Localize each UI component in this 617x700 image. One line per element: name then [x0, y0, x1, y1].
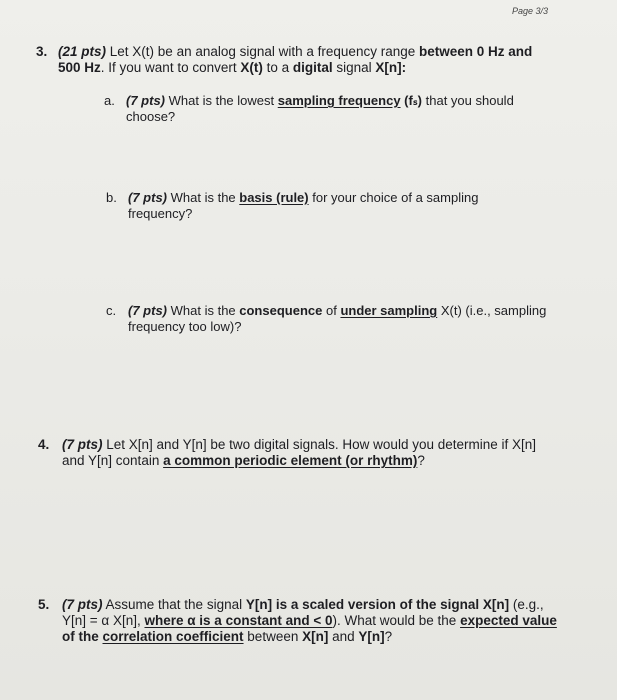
text-bold: Y[n]: [358, 629, 385, 644]
sub-letter: c.: [106, 303, 117, 318]
text-bold: X[n]: [302, 629, 329, 644]
text: (e.g.,: [509, 597, 544, 612]
text-bold: Y[n] is a scaled version of the signal X[n]: [245, 597, 510, 612]
question-3: [36, 44, 532, 76]
text: What is the lowest: [168, 93, 278, 108]
text-bold: X(t): [240, 60, 263, 75]
points: (7 pts): [62, 597, 103, 612]
sub-letter: a.: [104, 93, 115, 108]
text-underlined: under sampling: [340, 303, 438, 318]
text: . If you want to convert: [100, 60, 241, 75]
text-bold: (fₛ): [404, 93, 423, 108]
page-number: Page 3/3: [512, 6, 549, 16]
text: for your choice of a sampling: [308, 190, 479, 205]
text-bold: 500 Hz: [58, 60, 101, 75]
question-3b: [106, 190, 478, 222]
text: Let X(t) be an analog signal with a frequency range: [109, 44, 419, 59]
text-bold: of the: [62, 629, 103, 644]
points: (7 pts): [128, 190, 167, 205]
text: ). What would be the: [332, 613, 461, 628]
question-3c: [106, 303, 546, 335]
question-3a: [104, 93, 514, 125]
text: Let X[n] and Y[n] be two digital signals. How would you determine if X[n]: [106, 437, 537, 452]
text: Assume that the signal: [105, 597, 246, 612]
question-4: [38, 437, 536, 469]
points: (21 pts): [58, 44, 107, 59]
text-bold: X[n]:: [375, 60, 407, 75]
points: (7 pts): [62, 437, 103, 452]
text: What is the: [170, 303, 240, 318]
text: signal: [332, 60, 376, 75]
points: (7 pts): [126, 93, 165, 108]
text: Y[n] = α X[n],: [62, 613, 145, 628]
text: and Y[n] contain: [62, 453, 164, 468]
question-number: 3.: [36, 44, 48, 59]
text: choose?: [126, 109, 176, 124]
text: X(t) (i.e., sampling: [437, 303, 547, 318]
text-bold: consequence: [239, 303, 323, 318]
text: ?: [384, 629, 393, 644]
points: (7 pts): [128, 303, 167, 318]
text: ?: [417, 453, 425, 468]
text-underlined: a common periodic element (or rhythm): [163, 453, 418, 468]
text: frequency too low)?: [128, 319, 242, 334]
text: and: [328, 629, 359, 644]
question-5: [38, 597, 557, 645]
text-underlined: where α is a constant and < 0: [144, 613, 333, 628]
text-bold: digital: [292, 60, 333, 75]
text-underlined: correlation coefficient: [102, 629, 244, 644]
text: between: [243, 629, 303, 644]
question-number: 4.: [38, 437, 50, 452]
text: that you should: [422, 93, 514, 108]
question-number: 5.: [38, 597, 50, 612]
text-underlined: expected value: [460, 613, 557, 628]
text-bold: between 0 Hz and: [418, 44, 533, 59]
text: What is the: [170, 190, 240, 205]
text: to a: [262, 60, 293, 75]
text: frequency?: [128, 206, 193, 221]
text-underlined: basis (rule): [239, 190, 309, 205]
sub-letter: b.: [106, 190, 117, 205]
text: of: [322, 303, 341, 318]
text-underlined: sampling frequency: [277, 93, 401, 108]
